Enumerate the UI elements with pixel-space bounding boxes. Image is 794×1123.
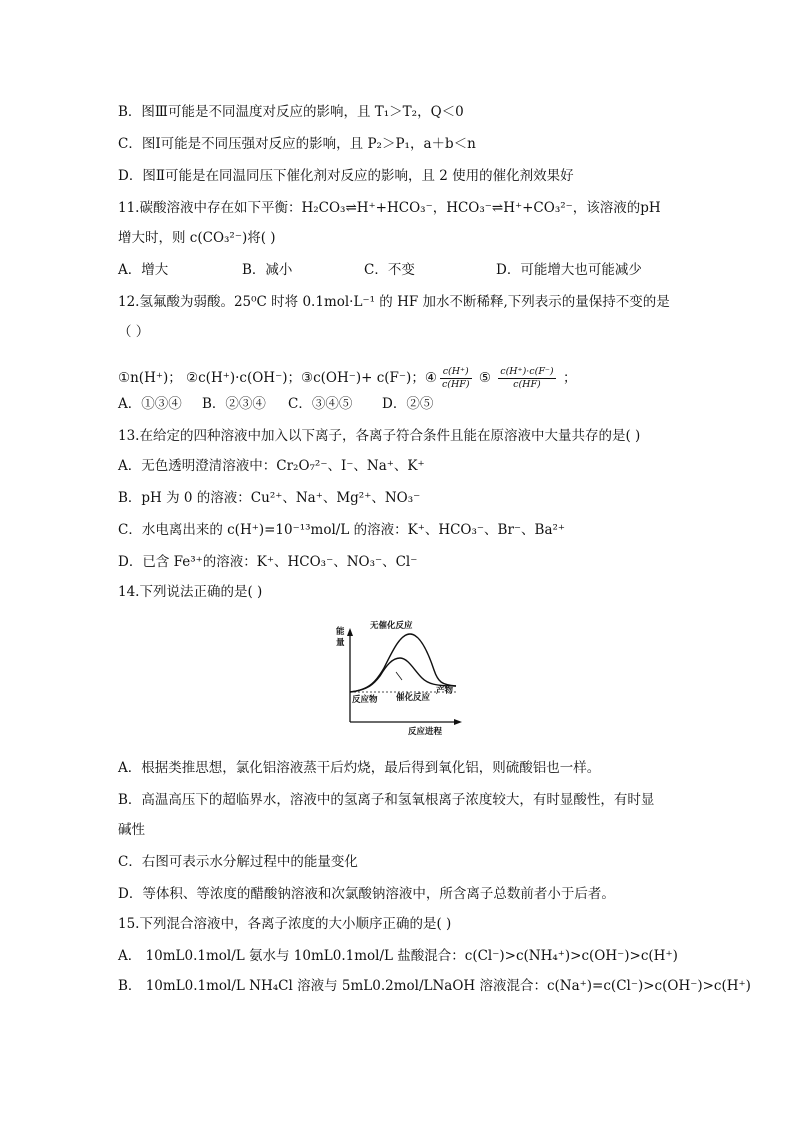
q12-option-d: D．②⑤ xyxy=(382,396,434,412)
q14-option-d: D．等体积、等浓度的醋酸钠溶液和次氯酸钠溶液中，所含离子总数前者小于后者。 xyxy=(118,886,615,902)
q13-option-a: A．无色透明澄清溶液中：Cr₂O₇²⁻、I⁻、Na⁺、K⁺ xyxy=(118,458,425,474)
uncatalyzed-label: 无催化反应 xyxy=(370,621,413,631)
q13-stem: 13.在给定的四种溶液中加入以下离子，各离子符合条件且能在原溶液中大量共存的是( ) xyxy=(118,428,641,444)
q15-stem: 15.下列混合溶液中，各离子浓度的大小顺序正确的是( ) xyxy=(118,916,452,932)
q10-option-b: B．图Ⅲ可能是不同温度对反应的影响，且 T₁＞T₂，Q＜0 xyxy=(118,104,464,120)
q14-option-b-line2: 碱性 xyxy=(118,822,145,838)
q14-stem: 14.下列说法正确的是( ) xyxy=(118,584,263,600)
q12-stem-line2: （ ） xyxy=(118,324,150,340)
reactant-label: 反应物 xyxy=(352,695,378,705)
q12-stem-line1: 12.氢氟酸为弱酸。25⁰C 时将 0.1mol·L⁻¹ 的 HF 加水不断稀释,下列表示的量保持不变的是 xyxy=(118,294,670,310)
q14-option-a: A．根据类推思想，氯化铝溶液蒸干后灼烧，最后得到氧化铝，则硫酸铝也一样。 xyxy=(118,760,601,776)
q13-option-d: D．已含 Fe³⁺的溶液：K⁺、HCO₃⁻、NO₃⁻、Cl⁻ xyxy=(118,554,418,570)
q13-option-b: B．pH 为 0 的溶液：Cu²⁺、Na⁺、Mg²⁺、NO₃⁻ xyxy=(118,490,421,506)
y-axis-arrow xyxy=(347,628,353,636)
y-axis-label-1: 能 xyxy=(336,627,345,637)
uncatalyzed-curve xyxy=(350,634,456,692)
x-axis-arrow xyxy=(454,719,462,725)
q11-stem-line1: 11.碳酸溶液中存在如下平衡：H₂CO₃⇌H⁺+HCO₃⁻，HCO₃⁻⇌H⁺+CO₃²⁻，该溶液的pH xyxy=(118,200,661,216)
q14-option-c: C．右图可表示水分解过程中的能量变化 xyxy=(118,854,358,870)
y-axis-label-2: 量 xyxy=(336,638,345,648)
q12-end: ； xyxy=(562,370,577,386)
q11-stem-line2: 增大时，则 c(CO₃²⁻)将( ) xyxy=(118,230,276,246)
frac5-numerator: c(H⁺)·c(F⁻) xyxy=(500,366,554,377)
q12-option-a: A．①③④ xyxy=(118,396,182,412)
q12-fraction-5 xyxy=(498,366,555,391)
q12-option-b: B．②③④ xyxy=(202,396,266,412)
frac5-denominator: c(HF) xyxy=(513,379,541,390)
x-axis-label: 反应进程 xyxy=(408,727,443,736)
q13-option-c: C．水电离出来的 c(H⁺)=10⁻¹³mol/L 的溶液：K⁺、HCO₃⁻、Br⁻、Ba²⁺ xyxy=(118,522,566,538)
q11-option-b: B．减小 xyxy=(242,262,293,278)
q12-option-c: C．③④⑤ xyxy=(288,396,353,412)
frac4-denominator: c(HF) xyxy=(441,379,470,390)
q11-option-d: D．可能增大也可能减少 xyxy=(496,262,642,278)
q14-option-b-line1: B．高温高压下的超临界水，溶液中的氢离子和氢氧根离子浓度较大，有时显酸性，有时显 xyxy=(118,792,655,808)
q10-option-d: D．图Ⅱ可能是在同温同压下催化剂对反应的影响，且 2 使用的催化剂效果好 xyxy=(118,168,574,184)
q12-items-text: ①n(H⁺)； ②c(H⁺)·c(OH⁻)；③c(OH⁻)+ c(F⁻)；④ xyxy=(118,370,437,386)
q12-fraction-4 xyxy=(440,366,472,391)
catalyzed-pointer xyxy=(396,672,402,680)
q11-option-c: C．不变 xyxy=(364,262,415,278)
q10-option-c: C．图Ⅰ可能是不同压强对反应的影响，且 P₂＞P₁，a＋b＜n xyxy=(118,136,476,152)
catalyzed-label: 催化反应 xyxy=(396,693,431,703)
frac4-numerator: c(H⁺) xyxy=(440,366,472,379)
q15-option-b: B． 10mL0.1mol/L NH₄Cl 溶液与 5mL0.2mol/LNaOH 溶液混合：c(Na⁺)=c(Cl⁻)>c(OH⁻)>c(H⁺) xyxy=(118,978,751,994)
q11-option-a: A．增大 xyxy=(118,262,169,278)
q15-option-a: A． 10mL0.1mol/L 氨水与 10mL0.1mol/L 盐酸混合：c(Cl⁻)>c(NH₄⁺)>c(OH⁻)>c(H⁺) xyxy=(118,948,678,964)
energy-diagram xyxy=(322,618,464,736)
product-label: 产物 xyxy=(436,686,454,696)
q12-items xyxy=(118,360,576,396)
q12-item5: ⑤ xyxy=(478,370,491,386)
